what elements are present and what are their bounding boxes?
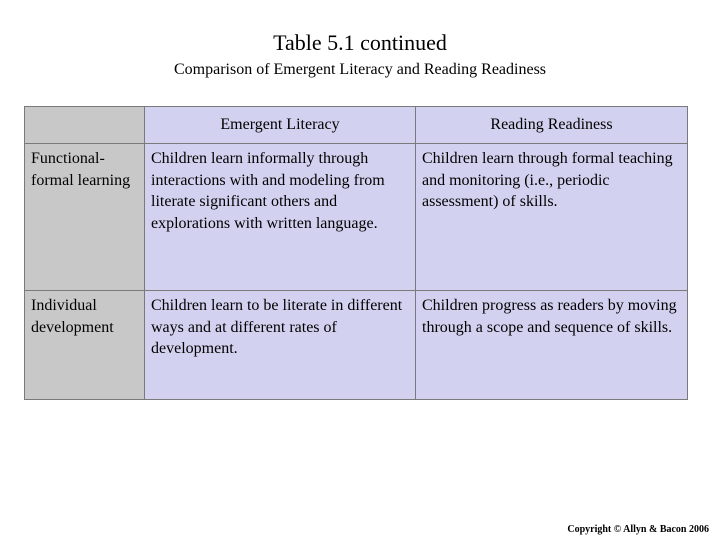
table-row: [25, 291, 688, 400]
cell-readiness-functional: Children learn through formal teaching and monitoring (i.e., periodic assessment) of skills.: [416, 144, 688, 291]
comparison-table: [24, 106, 688, 400]
cell-emergent-functional: Children learn informally through interactions with and modeling from literate significant others and explorations with written language.: [145, 144, 416, 291]
table-row: [25, 144, 688, 291]
row-label-individual-development: Individual development: [25, 291, 145, 400]
cell-readiness-individual: Children progress as readers by moving through a scope and sequence of skills.: [416, 291, 688, 400]
header-empty-cell: [25, 107, 145, 144]
header-reading-readiness: Reading Readiness: [416, 107, 688, 144]
copyright-notice: Copyright © Allyn & Bacon 2006: [567, 524, 709, 535]
row-label-functional-formal: Functional-formal learning: [25, 144, 145, 291]
slide-title: Table 5.1 continued: [273, 30, 447, 55]
cell-emergent-individual: Children learn to be literate in different ways and at different rates of development.: [145, 291, 416, 400]
slide-subtitle: Comparison of Emergent Literacy and Reading Readiness: [173, 61, 547, 78]
header-row: [25, 107, 688, 144]
header-emergent-literacy: Emergent Literacy: [145, 107, 416, 144]
